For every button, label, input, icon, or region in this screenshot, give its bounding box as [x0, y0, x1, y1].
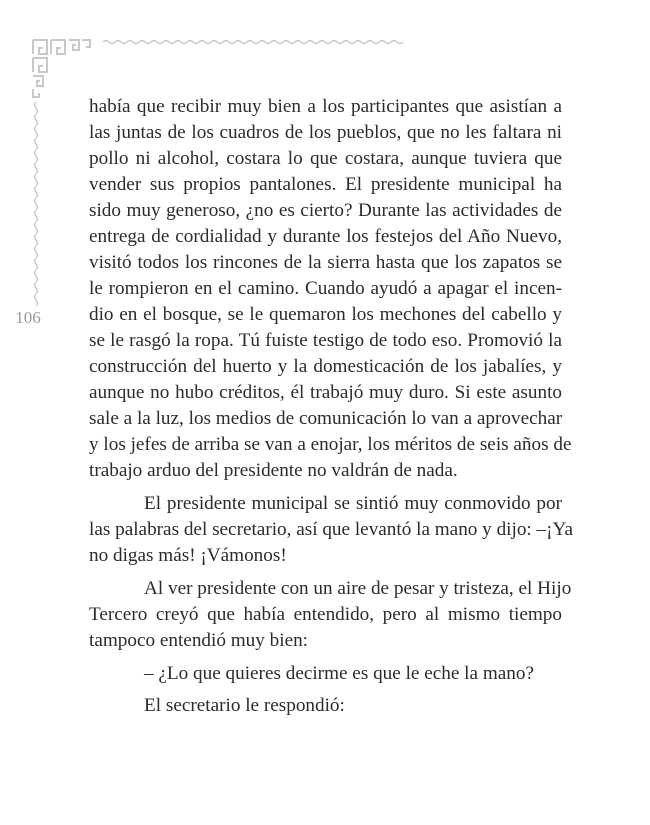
text-line: le rompieron en el camino. Cuando ayudó a apagar el incen- — [89, 278, 562, 299]
text-line: trabajo arduo del presidente no valdrán de nada. — [89, 460, 458, 481]
text-line: se le rasgó la ropa. Tú fuiste testigo de todo eso. Promovió la — [89, 330, 562, 351]
text-line: las juntas de los cuadros de los pueblos, que no les faltara ni — [89, 122, 562, 143]
text-line: sale a la luz, los medios de comunicación lo van a aprovechar — [89, 408, 563, 429]
text-line: aunque no hubo créditos, él trabajó muy duro. Si este asunto — [89, 382, 562, 403]
page-number: 106 — [15, 308, 41, 327]
text-line: sido muy generoso, ¿no es cierto? Durante las actividades de — [89, 200, 562, 221]
paragraph-1 — [89, 94, 572, 484]
text-line: El presidente municipal se sintió muy conmovido por — [144, 493, 562, 514]
body-text — [89, 94, 573, 719]
text-line: visitó todos los rincones de la sierra hasta que los zapatos se — [89, 252, 562, 273]
top-wavy-rule — [103, 41, 403, 44]
text-line: tampoco entendió muy bien: — [89, 630, 309, 651]
greek-key-ornament — [33, 40, 90, 97]
text-line: las palabras del secretario, así que levantó la mano y dijo: –¡Ya — [89, 519, 573, 540]
text-line: entrega de cordialidad y durante los festejos del Año Nuevo, — [89, 226, 562, 247]
paragraph-4 — [89, 661, 562, 687]
paragraph-5 — [89, 693, 562, 719]
text-line: dio en el bosque, se le quemaron los mechones del cabello y — [89, 304, 562, 325]
paragraph-2 — [89, 491, 573, 569]
text-line: Al ver presidente con un aire de pesar y tristeza, el Hijo — [144, 578, 572, 599]
text-line: había que recibir muy bien a los participantes que asistían a — [89, 96, 562, 117]
text-line: El secretario le respondió: — [144, 695, 345, 716]
text-line: y los jefes de arriba se van a enojar, los méritos de seis años de — [89, 434, 572, 455]
paragraph-3 — [89, 576, 572, 654]
text-line: no digas más! ¡Vámonos! — [89, 545, 287, 566]
text-line: construcción del huerto y la domesticación de los jabalíes, y — [89, 356, 562, 377]
text-line: vender sus propios pantalones. El presidente municipal ha — [89, 174, 562, 195]
text-line: Tercero creyó que había entendido, pero al mismo tiempo — [89, 604, 562, 625]
left-wavy-rule — [35, 102, 38, 306]
text-line: – ¿Lo que quieres decirme es que le eche la mano? — [144, 663, 534, 684]
text-line: pollo ni alcohol, costara lo que costara, aunque tuviera que — [89, 148, 562, 169]
